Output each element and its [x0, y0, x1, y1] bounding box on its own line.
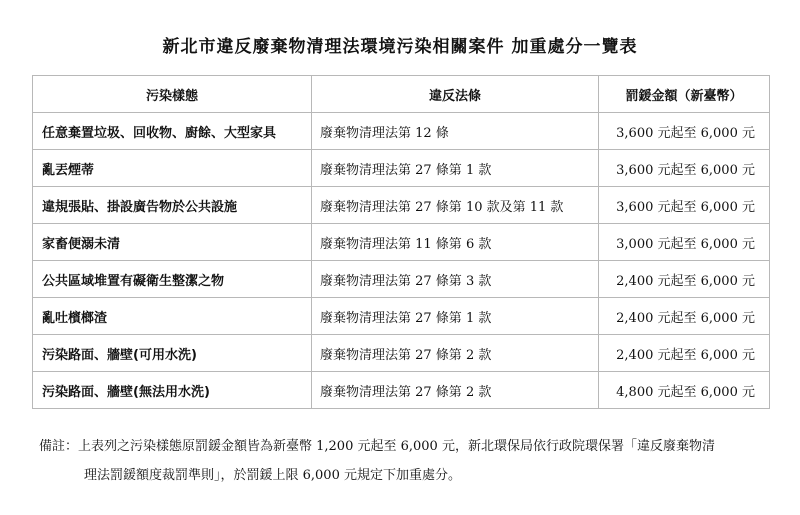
cell-fine-amount: 3,600 元起至 6,000 元 — [599, 187, 770, 224]
table-row — [33, 372, 770, 409]
cell-pollution-type: 任意棄置垃圾、回收物、廚餘、大型家具 — [33, 113, 312, 150]
penalty-table — [32, 75, 770, 409]
table-row — [33, 113, 770, 150]
cell-pollution-type: 違規張貼、掛設廣告物於公共設施 — [33, 187, 312, 224]
table-row — [33, 261, 770, 298]
remarks-line-2: 理法罰鍰額度裁罰準則」，於罰鍰上限 6,000 元規定下加重處分。 — [84, 468, 461, 483]
cell-pollution-type: 污染路面、牆壁(無法用水洗) — [33, 372, 312, 409]
cell-violated-article: 廢棄物清理法第 27 條第 2 款 — [312, 372, 599, 409]
cell-fine-amount: 3,600 元起至 6,000 元 — [599, 113, 770, 150]
header-violated-article: 違反法條 — [312, 76, 599, 113]
cell-pollution-type: 家畜便溺未清 — [33, 224, 312, 261]
remarks — [39, 432, 784, 490]
table-row — [33, 298, 770, 335]
cell-violated-article: 廢棄物清理法第 27 條第 1 款 — [312, 150, 599, 187]
header-fine-amount: 罰鍰金額（新臺幣） — [599, 76, 770, 113]
table-header-row — [33, 76, 770, 113]
table-row — [33, 187, 770, 224]
cell-violated-article: 廢棄物清理法第 12 條 — [312, 113, 599, 150]
cell-fine-amount: 4,800 元起至 6,000 元 — [599, 372, 770, 409]
cell-fine-amount: 2,400 元起至 6,000 元 — [599, 335, 770, 372]
cell-violated-article: 廢棄物清理法第 27 條第 3 款 — [312, 261, 599, 298]
cell-pollution-type: 公共區域堆置有礙衛生整潔之物 — [33, 261, 312, 298]
cell-violated-article: 廢棄物清理法第 27 條第 10 款及第 11 款 — [312, 187, 599, 224]
cell-violated-article: 廢棄物清理法第 27 條第 1 款 — [312, 298, 599, 335]
cell-fine-amount: 2,400 元起至 6,000 元 — [599, 298, 770, 335]
cell-violated-article: 廢棄物清理法第 11 條第 6 款 — [312, 224, 599, 261]
cell-fine-amount: 2,400 元起至 6,000 元 — [599, 261, 770, 298]
cell-pollution-type: 污染路面、牆壁(可用水洗) — [33, 335, 312, 372]
page-title: 新北市違反廢棄物清理法環境污染相關案件 加重處分一覽表 — [162, 37, 638, 57]
table-row — [33, 150, 770, 187]
table-row — [33, 335, 770, 372]
cell-pollution-type: 亂吐檳榔渣 — [33, 298, 312, 335]
cell-fine-amount: 3,000 元起至 6,000 元 — [599, 224, 770, 261]
remarks-line-1: 備註：上表列之污染樣態原罰鍰金額皆為新臺幣 1,200 元起至 6,000 元，新北環保局依行政院環保署「違反廢棄物清 — [39, 439, 715, 454]
table-row — [33, 224, 770, 261]
cell-fine-amount: 3,600 元起至 6,000 元 — [599, 150, 770, 187]
cell-pollution-type: 亂丟煙蒂 — [33, 150, 312, 187]
cell-violated-article: 廢棄物清理法第 27 條第 2 款 — [312, 335, 599, 372]
header-pollution-type: 污染樣態 — [33, 76, 312, 113]
